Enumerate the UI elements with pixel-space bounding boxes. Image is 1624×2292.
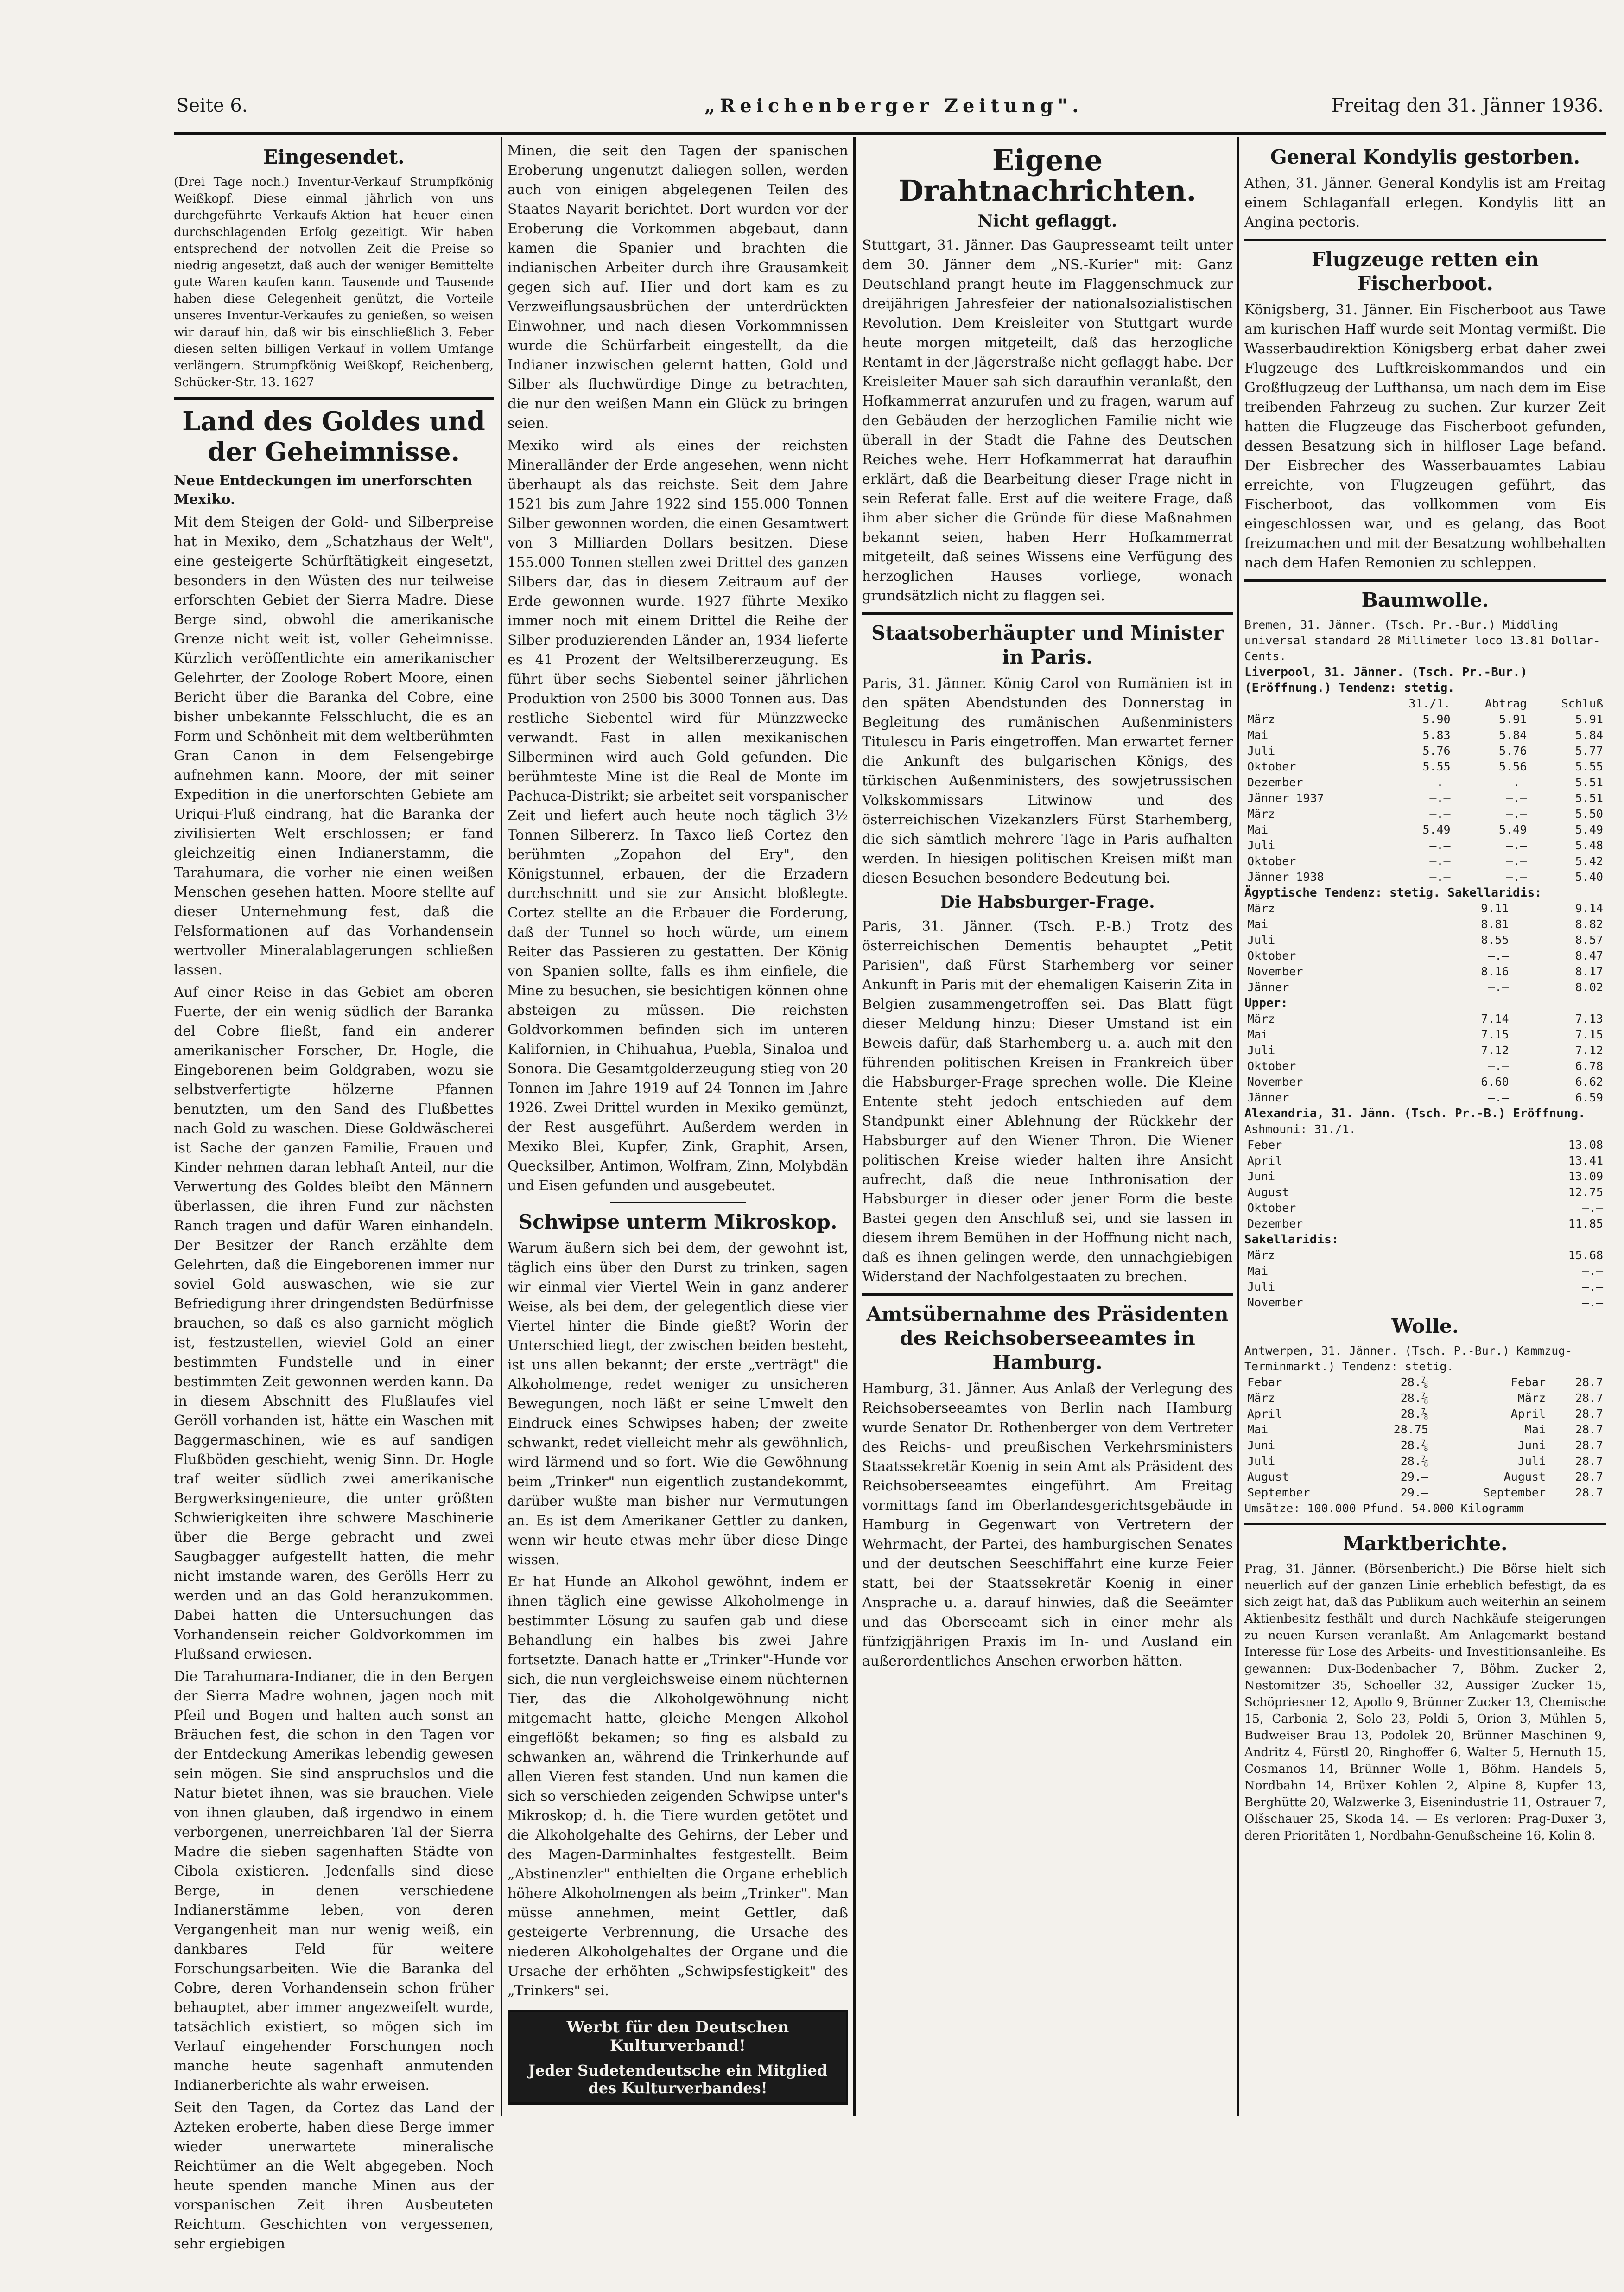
column-2 [508, 141, 848, 2116]
table-cell: 29.— [1400, 1486, 1428, 1499]
table-cell: —.— [1488, 980, 1509, 994]
section-rule [174, 397, 494, 400]
table-row [1244, 806, 1606, 822]
table-cell: 7.15 [1481, 1028, 1509, 1041]
table-cell: 5.91 [1499, 713, 1527, 726]
table-cell: November [1247, 1075, 1303, 1089]
table-cell: Mai [1247, 1028, 1269, 1041]
table-cell: Jänner 1937 [1247, 791, 1324, 805]
table-cell: Feber [1247, 1138, 1282, 1152]
table-cell: —.— [1506, 807, 1527, 821]
table-row [1244, 1438, 1606, 1453]
table-cell: Febar [1510, 1375, 1546, 1389]
kulturverband-banner [508, 2010, 848, 2105]
table-cell: 7.13 [1575, 1012, 1603, 1025]
table-row [1244, 1295, 1606, 1311]
table-row [1244, 1074, 1606, 1090]
table-row [1244, 1263, 1606, 1279]
table-cell: 5.42 [1575, 854, 1603, 868]
section-headline: Eigene Drahtnachrichten. [898, 143, 1197, 208]
table-cell: 5.83 [1422, 728, 1451, 742]
table-cell: 28.7 [1575, 1439, 1603, 1452]
banner-line: Jeder Sudetendeutsche ein Mitglied des Kulturverbandes! [528, 2062, 828, 2097]
table-cell: Oktober [1247, 949, 1296, 962]
table-cell: 5.49 [1575, 823, 1603, 836]
table-row [1244, 1153, 1606, 1169]
table-row [1244, 948, 1606, 964]
table-cell: 28.⅞ [1400, 1454, 1428, 1468]
table-cell: 28.7 [1575, 1454, 1603, 1468]
table-cell: 5.48 [1575, 839, 1603, 852]
table-cell: 6.60 [1481, 1075, 1509, 1089]
table-cell: Juli [1247, 1280, 1275, 1293]
article-paragraph: Auf einer Reise in das Gebiet am oberen Fuerte, der ein wenig südlich der Baranka del Cobre fließt, fand ein anderer amerikanischer Forscher, Dr. Hogle, die Eingeborenen beim Goldgraben, wozu sie selbstverfertigte hölzerne Pfannen benutzten, um den Sand des Flußbettes nach Gold zu waschen. Diese Goldwäscherei ist Sache der ganzen Familie, Frauen und Kinder nehmen daran lebhaft Anteil, nur die Verwertung des Goldes bleibt den Männern überlassen, die ihren Fund zur nächsten Ranch tragen und dafür Waren einhandeln. Der Besitzer der Ranch erzählte dem Gelehrten, daß die Eingeborenen immer nur soviel Gold auswaschen, wie sie zur Befriedigung ihrer dringendsten Bedürfnisse brauchen, so daß es also garnicht möglich ist, festzustellen, wieviel Gold an einer bestimmten Fundstelle und in einer bestimmten Zeit gewonnen werden kann. Da in diesem Abschnitt des Flußlaufes viel Geröll vorhanden ist, hätte ein Waschen mit Baggermaschinen, wie es auf sandigen Flußböden geschieht, wenig Sinn. Dr. Hogle traf weiter südlich zwei amerikanische Bergwerksingenieure, die unter größten Schwierigkeiten ihre schwere Maschinerie über die Berge gebracht und zwei Saugbagger aufgestellt hatten, die mehr nicht imstande waren, des Gerölls Herr zu werden und an das Gold heranzukommen. Dabei hatten die Untersuchungen das Vorhandensein reicher Goldvorkommen im Flußsand erwiesen. [174, 984, 494, 1662]
table-cell: Juni [1247, 1439, 1275, 1452]
table-cell: 8.81 [1481, 917, 1509, 931]
table-row [1244, 1169, 1606, 1184]
table-cell: Juli [1247, 1044, 1275, 1057]
table-cell: 5.51 [1575, 776, 1603, 789]
table-row [1244, 1279, 1606, 1295]
table-cell: 5.76 [1422, 744, 1451, 758]
table-cell: November [1247, 965, 1303, 978]
article-paragraph: Mexiko wird als eines der reichsten Mineralländer der Erde angesehen, wenn nicht überhaupt als das reichste. Seit dem Jahre 1521 bis zum Jahre 1922 sind 155.000 Tonnen Silber gewonnen worden, die einen Gesamtwert von 3 Milliarden Dollars besitzen. Diese 155.000 Tonnen stellen zwei Drittel des ganzen Silbers dar, das in diesem Zeitraum auf der Erde gewonnen wurde. 1927 führte Mexiko immer noch mit einem Drittel die Reihe der Silber produzierenden Länder an, 1934 lieferte es 41 Prozent der Weltsilbererzeugung. Es führt über sechs Siebentel seiner jährlichen Produktion von 2500 bis 3000 Tonnen aus. Das restliche Siebentel wird für Münzzwecke verwandt. Fast in allen mexikanischen Silberminen wird auch Gold gefunden. Die berühmteste Mine ist die Real de Monte im Pachuca-Distrikt; sie arbeitet seit vorspanischer Zeit und liefert auch heute noch täglich 3½ Tonnen Silbererz. In Taxco ließ Cortez den berühmten „Zopahon del Ery", den Königstunnel, erbauen, der die Erzadern durchschnitt und sie zur Ansicht bloßlegte. Cortez stellte an die Erbauer die Forderung, daß der Tunnel so hoch würde, um einem Reiter das Passieren zu gestatten. Der König von Spanien sollte, falls es ihm einfiele, die Mine zu besuchen, sie besichtigen können ohne absteigen zu müssen. Die reichsten Goldvorkommen befinden sich im unteren Kalifornien, in Chihuahua, Puebla, Sinaloa und Sonora. Die Gesamtgolderzeugung stieg von 20 Tonnen im Jahre 1919 auf 24 Tonnen im Jahre 1926. Zwei Drittel wurden in Mexiko gemünzt, der Rest ausgeführt. Außerdem werden in Mexiko Blei, Kupfer, Zink, Graphit, Arsen, Quecksilber, Antimon, Wolfram, Zinn, Molybdän und Eisen gefunden und ausgebeutet. [508, 438, 848, 1194]
table-row [1244, 1453, 1606, 1469]
table-cell: Oktober [1247, 1059, 1296, 1073]
table-row [1244, 853, 1606, 869]
table-cell: —.— [1506, 870, 1527, 884]
table-cell: Juli [1247, 744, 1275, 758]
table-cell: März [1247, 902, 1275, 915]
table-row [1244, 1200, 1606, 1216]
table-cell: August [1503, 1470, 1546, 1483]
alexandria-heading: Alexandria, 31. Jänn. (Tsch. Pr.-B.) Eröffnung. [1244, 1107, 1586, 1121]
table-row [1244, 917, 1606, 932]
turnover-note: Umsätze: 100.000 Pfund. 54.000 Kilogramm [1244, 1502, 1524, 1515]
alexandria-table [1244, 1137, 1606, 1232]
wool-market-headline: Wolle. [1391, 1315, 1459, 1337]
table-cell: —.— [1429, 776, 1451, 789]
bremen-report: Bremen, 31. Jänner. (Tsch. Pr.-Bur.) Middling universal standard 28 Millimeter loco 13.81 Dollar-Cents. [1244, 618, 1600, 663]
table-cell: 5.84 [1575, 728, 1603, 742]
antwerp-heading: Antwerpen, 31. Jänner. (Tsch. P.-Bur.) Kammzug-Terminmarkt.) Tendenz: stetig. [1244, 1344, 1573, 1373]
article-headline: Staatsoberhäupter und Minister in Paris. [871, 622, 1224, 668]
article-headline: General Kondylis gestorben. [1270, 146, 1580, 168]
table-cell: 5.76 [1499, 744, 1527, 758]
table-cell: 8.47 [1575, 949, 1603, 962]
table-cell: —.— [1488, 949, 1509, 962]
table-cell: 5.40 [1575, 870, 1603, 884]
table-row [1244, 964, 1606, 980]
article-headline: Nicht geflaggt. [977, 211, 1117, 231]
table-cell: 5.49 [1422, 823, 1451, 836]
table-cell: 11.85 [1568, 1217, 1603, 1230]
table-row [1244, 1027, 1606, 1043]
header-rule [174, 132, 1606, 135]
table-cell: —.— [1429, 854, 1451, 868]
table-row [1244, 901, 1606, 917]
table-cell: 5.91 [1575, 713, 1603, 726]
table-cell: 7.12 [1575, 1044, 1603, 1057]
table-row [1244, 759, 1606, 775]
article-headline: Flugzeuge retten ein Fischerboot. [1311, 248, 1539, 295]
table-cell: 28.⅞ [1400, 1375, 1428, 1389]
liverpool-table [1244, 696, 1606, 885]
table-cell: 28.7 [1575, 1423, 1603, 1436]
table-row [1244, 1011, 1606, 1027]
table-cell: 13.08 [1568, 1138, 1603, 1152]
table-cell: —.— [1488, 1091, 1509, 1104]
article-headline: Land des Goldes und der Geheimnisse. [182, 406, 485, 467]
table-cell: September [1483, 1486, 1546, 1499]
sakellaridis-heading: Sakellaridis: [1244, 1233, 1339, 1247]
table-cell: —.— [1506, 776, 1527, 789]
column-1 [174, 141, 494, 2252]
table-cell: 5.77 [1575, 744, 1603, 758]
table-row [1244, 1216, 1606, 1232]
table-cell: 8.55 [1481, 933, 1509, 947]
table-cell: Mai [1247, 823, 1269, 836]
article-paragraph: Athen, 31. Jänner. General Kondylis ist am Freitag einem Schlaganfall erlegen. Kondylis litt an Angina pectoris. [1244, 175, 1606, 230]
table-cell: 7.15 [1575, 1028, 1603, 1041]
article-paragraph: Minen, die seit den Tagen der spanischen Eroberung ungenutzt daliegen sollen, werden auch von einigen abgelegenen Teilen des Staates Nayarit berichtet. Dort wurden vor der Eroberung die Vorkommen abgebaut, dann kamen die Spanier und brachten die indianischen Arbeiter durch ihre Grausamkeit gegen sich auf. Hier und dort kam es zu Verzweiflungsausbrüchen der unterdrückten Einwohner, und nach diesen Vorkommnissen wurde die Schürfarbeit eingestellt, da die Indianer inzwischen gelernt hatten, Gold und Silber als fluchwürdige Dinge zu betrachten, die nur den weißen Mann ein Glück zu bringen seien. [508, 143, 848, 432]
column-header: Schluß [1561, 697, 1603, 710]
table-cell: 8.17 [1575, 965, 1603, 978]
table-cell: Juni [1247, 1170, 1275, 1183]
table-cell: Juli [1247, 839, 1275, 852]
table-cell: 8.02 [1575, 980, 1603, 994]
table-cell: 28.7 [1575, 1375, 1603, 1389]
wool-table [1244, 1375, 1606, 1501]
section-rule [862, 1293, 1233, 1296]
table-cell: April [1247, 1407, 1282, 1420]
table-cell: 6.59 [1575, 1091, 1603, 1104]
table-cell: Oktober [1247, 760, 1296, 773]
table-row [1244, 1469, 1606, 1485]
table-cell: August [1247, 1185, 1289, 1199]
table-cell: —.— [1506, 791, 1527, 805]
article-paragraph: Königsberg, 31. Jänner. Ein Fischerboot aus Tawe am kurischen Haff wurde seit Montag vermißt. Die Wasserbaudirektion Königsberg erbat daher zwei Flugzeuge des Luftkreiskommandos und ein Großflugzeug der Lufthansa, um nach dem im Eise treibenden Fahrzeug zu suchen. Zur kurzer Zeit hatten die Flugzeuge das Fischerboot gefunden, dessen Besatzung sich in hilfloser Lage befand. Der Eisbrecher des Wasserbauamtes Labiau erreichte, von Flugzeugen geführt, das Fischerboot, das vollkommen vom Eis eingeschlossen war, und es gelang, das Boot freizumachen und mit der Besatzung wohlbehalten nach dem Hafen Remonien zu schleppen. [1244, 302, 1606, 571]
table-cell: Dezember [1247, 776, 1303, 789]
table-cell: Juli [1247, 1454, 1275, 1468]
table-cell: 6.62 [1575, 1075, 1603, 1089]
liverpool-heading: Liverpool, 31. Jänner. (Tsch. Pr.-Bur.) (Eröffnung.) Tendenz: stetig. [1244, 665, 1528, 695]
table-cell: —.— [1429, 807, 1451, 821]
table-cell: Jänner [1247, 1091, 1289, 1104]
table-cell: 28.7 [1575, 1407, 1603, 1420]
table-cell: Mai [1247, 917, 1269, 931]
table-cell: März [1247, 1391, 1275, 1405]
column-divider [1237, 137, 1239, 2116]
table-cell: —.— [1429, 870, 1451, 884]
table-cell: 7.12 [1481, 1044, 1509, 1057]
table-row [1244, 1422, 1606, 1438]
table-cell: —.— [1506, 839, 1527, 852]
table-row [1244, 932, 1606, 948]
newspaper-name: „Reichenberger Zeitung". [704, 95, 1083, 117]
page-header [176, 95, 1604, 127]
table-row [1244, 1043, 1606, 1058]
egypt-heading: Ägyptische Tendenz: stetig. Sakellaridis: [1244, 886, 1542, 900]
table-cell: 12.75 [1568, 1185, 1603, 1199]
column-4 [1244, 141, 1606, 2116]
market-report-text: Prag, 31. Jänner. (Börsenbericht.) Die Börse hielt sich neuerlich auf der ganzen Linie erheblich befestigt, da es sich zeigt hat, daß das Publikum auch weiterhin an seinem Aktienbesitz festhält und durch Nachkäufe steigerungen zu neuen Kursen veranlaßt. Am Anlagemarkt bestand Interesse für Lose des Arbeits- und Investitionsanleihe. Es gewannen: Dux-Bodenbacher 7, Böhm. Zucker 2, Nestomitzer 35, Schoeller 32, Aussiger Zucker 15, Schöpriesner 12, Apollo 9, Brünner Zucker 13, Chemische 15, Carbonia 2, Solo 23, Poldi 5, Orion 3, Mühlen 5, Budweiser Brau 13, Podolek 20, Brünner Maschinen 9, Andritz 4, Fürstl 20, Ringhoffer 6, Walter 5, Hernuth 15, Cosmanos 14, Brünner Wolle 1, Böhm. Handels 5, Nordbahn 14, Brüxer Kohlen 2, Alpine 8, Kupfer 13, Berghütte 20, Walzwerke 3, Eisenindustrie 11, Ostrauer 7, Olšschauer 25, Skoda 14. — Es verloren: Prag-Duxer 3, deren Prioritäten 1, Nordbahn-Genußscheine 16, Kolin 8. [1244, 1562, 1606, 1843]
article-subheadline: Neue Entdeckungen im unerforschten Mexiko. [174, 473, 472, 508]
table-cell: 5.55 [1422, 760, 1451, 773]
table-cell: —.— [1582, 1201, 1603, 1215]
table-row [1244, 1137, 1606, 1153]
table-row [1244, 869, 1606, 885]
table-cell: Mai [1247, 728, 1269, 742]
table-cell: 5.84 [1499, 728, 1527, 742]
sakellaridis-table [1244, 1248, 1606, 1311]
table-cell: 8.57 [1575, 933, 1603, 947]
table-cell: 28.7 [1575, 1470, 1603, 1483]
table-cell: 28.⅞ [1400, 1439, 1428, 1452]
table-cell: 13.41 [1568, 1154, 1603, 1167]
table-cell: 8.16 [1481, 965, 1509, 978]
section-rule [610, 1202, 746, 1203]
table-cell: 5.51 [1575, 791, 1603, 805]
ashmouni-heading: Ashmouni: 31./1. [1244, 1122, 1356, 1136]
section-rule [1244, 1523, 1606, 1525]
table-row [1244, 1375, 1606, 1390]
table-cell: 28.⅞ [1400, 1391, 1428, 1405]
table-cell: September [1247, 1486, 1310, 1499]
table-cell: 5.50 [1575, 807, 1603, 821]
column-header: Abtrag [1484, 697, 1527, 710]
section-rule [1244, 579, 1606, 582]
table-cell: Juli [1247, 933, 1275, 947]
table-cell: Oktober [1247, 1201, 1296, 1215]
table-cell: März [1517, 1391, 1546, 1405]
table-cell: —.— [1506, 854, 1527, 868]
table-cell: 5.90 [1422, 713, 1451, 726]
table-cell: 28.7 [1575, 1391, 1603, 1405]
table-row [1244, 1184, 1606, 1200]
table-cell: Jänner 1938 [1247, 870, 1324, 884]
table-row [1244, 980, 1606, 995]
column-header: 31./1. [1408, 697, 1451, 710]
table-row [1244, 1406, 1606, 1422]
table-cell: 9.11 [1481, 902, 1509, 915]
ad-headline: Eingesendet. [263, 146, 405, 168]
upper-heading: Upper: [1244, 996, 1288, 1010]
table-header-row [1244, 696, 1606, 712]
table-cell: —.— [1429, 839, 1451, 852]
article-paragraph: Er hat Hunde an Alkohol gewöhnt, indem er ihnen täglich eine gewisse Alkoholmenge in bestimmter Lösung zu saufen gab und diese Behandlung ein halbes bis zwei Jahre fortsetzte. Danach hatte er „Trinker"-Hunde vor sich, die nun vergleichsweise einem nüchternen Tier, das die Alkoholgewöhnung nicht mitgemacht hatte, gleiche Mengen Alkohol eingeflößt bekamen; so fing es alsbald zu schwanken an, während die Trinkerhunde auf allen Vieren fest standen. Und nun kamen die sich so verschieden zeigenden Schwipse unter's Mikroskop; d. h. die Tiere wurden getötet und die Alkoholgehalte des Gehirns, der Leber und des Magen-Darminhaltes festgestellt. Beim „Abstinenzler" enthielten die Organe erheblich höhere Alkoholmengen als beim „Trinker". Man müsse annehmen, meint Gettler, daß gesteigerte Verbrennung, die Ursache des niederen Alkoholgehaltes der Organe und die Ursache der erhöhten „Schwipsfestigkeit" des „Trinkers" sei. [508, 1574, 848, 1999]
table-cell: —.— [1488, 1059, 1509, 1073]
table-row [1244, 775, 1606, 790]
table-cell: Febar [1247, 1375, 1282, 1389]
table-cell: November [1247, 1296, 1303, 1309]
page-number: Seite 6. [176, 95, 248, 116]
table-cell: 5.49 [1499, 823, 1527, 836]
table-cell: April [1247, 1154, 1282, 1167]
column-3 [862, 141, 1233, 2116]
table-row [1244, 743, 1606, 759]
table-cell: 9.14 [1575, 902, 1603, 915]
article-paragraph: Warum äußern sich bei dem, der gewohnt ist, täglich eins über den Durst zu trinken, sagen wir einmal vier Viertel Wein in ganz anderer Weise, als bei dem, der gelegentlich diese vier Viertel hinter die Binde gießt? Worin der Unterschied liegt, der zwischen beiden besteht, ist uns allen bekannt; der erste „verträgt" die Alkoholmenge, redet weniger zu unsicheren Bewegungen, noch läßt er seine Umwelt den Eindruck eines Schwipses haben; der zweite schwankt, redet vielleicht mehr als gewöhnlich, wird lärmend und so fort. Wie die Gewöhnung beim „Trinker" nun eigentlich zustandekommt, darüber wußte man bisher nur Vermutungen an. Es ist dem Amerikaner Gettler zu danken, wenn wir heute etwas mehr über diese Dinge wissen. [508, 1240, 848, 1568]
table-cell: 28.7 [1575, 1486, 1603, 1499]
column-divider [853, 137, 856, 2116]
table-row [1244, 1090, 1606, 1106]
table-cell: 5.56 [1499, 760, 1527, 773]
banner-line: Werbt für den Deutschen Kulturverband! [566, 2018, 789, 2055]
table-cell: Juli [1517, 1454, 1546, 1468]
article-paragraph: Stuttgart, 31. Jänner. Das Gaupresseamt teilt unter dem 30. Jänner dem „NS.-Kurier" mit: Ganz Deutschland prangt heute im Flaggenschmuck zur dreijährigen Jahresfeier der nationalsozialistischen Revolution. Dem Kreisleiter von Stuttgart wurde heute morgen mitgeteilt, daß das herzogliche Rentamt in der Jägerstraße nicht geflaggt habe. Der Kreisleiter Mauer sah sich daraufhin veranlaßt, den Hofkammerrat anzurufen und zu fragen, warum auf den Gebäuden der herzoglichen Familie nicht wie überall in der Stadt die Fahne des Deutschen Reiches wehe. Herr Hofkammerrat hat daraufhin erklärt, daß die Bearbeitung dieser Frage nicht in sein Referat falle. Erst auf die weitere Frage, daß ihm aber sicher die Gründe für diese Maßnahmen bekannt seien, haben Herr Hofkammerrat mitgeteilt, daß seines Wissens eine Verfügung des herzoglichen Hauses vorliege, wonach grundsätzlich nicht zu flaggen sei. [862, 237, 1233, 604]
table-cell: April [1510, 1407, 1546, 1420]
article-paragraph: Die Tarahumara-Indianer, die in den Bergen der Sierra Madre wohnen, jagen noch mit Pfeil und Bogen und halten auch sonst an Bräuchen fest, die schon in den Tagen vor der Entdeckung Amerikas lebendig gewesen sein mögen. Sie sind anspruchslos und die Natur bietet ihnen, was sie brauchen. Viele von ihnen glauben, daß irgendwo in einem verborgenen, unerreichbaren Tal der Sierra Madre die sieben sagenhaften Städte von Cibola existieren. Jedenfalls sind diese Berge, in denen verschiedene Indianerstämme leben, von deren Vergangenheit man nur wenig weiß, ein dankbares Feld für weitere Forschungsarbeiten. Wie die Baranka del Cobre, deren Vorhandensein schon früher behauptet, aber immer angezweifelt wurde, tatsächlich existiert, so mögen sich im Verlauf eingehender Forschungen noch manche heute sagenhaft anmutenden Indianerberichte als wahr erweisen. [174, 1668, 494, 2094]
article-paragraph: Paris, 31. Jänner. (Tsch. P.-B.) Trotz des österreichischen Dementis behauptet „Petit Parisien", daß Fürst Starhemberg vor seiner Ankunft in Paris mit der ehemaligen Kaiserin Zita in Belgien zusammengetroffen sei. Das Blatt fügt dieser Meldung hinzu: Dieser Umstand ist ein Beweis dafür, daß Starhemberg u. a. auch mit den führenden politischen Kreisen in Frankreich über die Habsburger-Frage sprechen wolle. Die Kleine Entente steht jedoch entschieden auf dem Standpunkt einer Ablehnung der Rückkehr der Habsburger auf den Wiener Thron. Die Wiener politischen Kreise wieder halten ihre Ansicht aufrecht, daß die neue Inthronisation der Habsburger in dieser oder jener Form die beste Bastei gegen den Anschluß sei, und sie lassen in diesem ihrem Bemühen in der Hoffnung nicht nach, daß es ihnen gelingen werde, den unnachgiebigen Widerstand der Nachfolgestaaten zu brechen. [862, 918, 1233, 1285]
table-cell: 28.75 [1393, 1423, 1428, 1436]
table-cell: 13.09 [1568, 1170, 1603, 1183]
table-cell: —.— [1582, 1280, 1603, 1293]
table-cell: 29.— [1400, 1470, 1428, 1483]
egypt-table [1244, 901, 1606, 995]
table-cell: 8.82 [1575, 917, 1603, 931]
section-rule [1244, 239, 1606, 241]
section-rule [862, 612, 1233, 615]
table-cell: März [1247, 1012, 1275, 1025]
table-cell: Juni [1517, 1439, 1546, 1452]
table-cell: 5.55 [1575, 760, 1603, 773]
table-row [1244, 727, 1606, 743]
table-row [1244, 790, 1606, 806]
table-row [1244, 838, 1606, 853]
table-cell: März [1247, 807, 1275, 821]
article-paragraph: Paris, 31. Jänner. König Carol von Rumänien ist in den späten Abendstunden des Donnerstag in Begleitung des rumänischen Außenministers Titulescu in Paris eingetroffen. Man erwartet ferner die Ankunft des bulgarischen Königs, des türkischen Außenministers, des sowjetrussischen Volkskommissars Litwinow und des österreichischen Vizekanzlers Fürst Starhemberg, die sich sämtlich mehrere Tage in Paris aufhalten werden. In hiesigen politischen Kreisen mißt man diesen Besuchen besondere Bedeutung bei. [862, 675, 1233, 886]
article-paragraph: Seit den Tagen, da Cortez das Land der Azteken eroberte, haben diese Berge immer wieder unerwartete mineralische Reichtümer an die Welt abgegeben. Noch heute spenden manche Minen aus der vorspanischen Zeit ihren Ausbeuteten Reichtum. Geschichten von vergessenen, sehr ergiebigen [174, 2100, 494, 2252]
table-cell: 15.68 [1568, 1248, 1603, 1262]
article-headline: Schwipse unterm Mikroskop. [518, 1210, 837, 1233]
table-cell: März [1247, 1248, 1275, 1262]
table-cell: Jänner [1247, 980, 1289, 994]
column-divider [501, 137, 502, 2116]
table-row [1244, 1248, 1606, 1263]
table-row [1244, 1058, 1606, 1074]
table-row [1244, 712, 1606, 727]
table-cell: —.— [1429, 791, 1451, 805]
table-cell: Oktober [1247, 854, 1296, 868]
upper-table [1244, 1011, 1606, 1106]
table-cell: Mai [1247, 1423, 1269, 1436]
table-cell: März [1247, 713, 1275, 726]
article-headline: Die Habsburger-Frage. [940, 892, 1155, 912]
table-row [1244, 1390, 1606, 1406]
article-paragraph: Mit dem Steigen der Gold- und Silberpreise hat in Mexiko, dem „Schatzhaus der Welt", eine gesteigerte Schürftätigkeit eingesetzt, besonders in den Wüsten des nur teilweise erforschten Gebiet der Sierra Madre. Diese Berge sind, obwohl die amerikanische Grenze nicht weit ist, voller Geheimnisse. Kürzlich veröffentlichte ein amerikanischer Gelehrter, der Zoologe Robert Moore, einen Bericht über die Baranka del Cobre, eine bisher unbekannte Felsschlucht, die es an Form und Schönheit mit dem weltberühmten Gran Canon in dem Felsengebirge aufnehmen kann. Moore, der mit seiner Expedition in die unerforschten Gebiete am Uriqui-Fluß eindrang, hat die Baranka der zivilisierten Welt erschlossen; er fand gleichzeitig einen Indianerstamm, die Tarahumara, die vorher nie einen weißen Menschen gesehen hatten. Moore stellte auf dieser Unternehmung fest, daß die Felsformationen auf das Vorhandensein wertvoller Mineralablagerungen schließen lassen. [174, 514, 494, 978]
table-row [1244, 822, 1606, 838]
table-cell: 6.78 [1575, 1059, 1603, 1073]
table-cell: Dezember [1247, 1217, 1303, 1230]
table-cell: —.— [1582, 1296, 1603, 1309]
market-reports-headline: Marktberichte. [1343, 1532, 1508, 1555]
table-cell: —.— [1582, 1264, 1603, 1278]
cotton-market-headline: Baumwolle. [1361, 589, 1489, 611]
table-cell: August [1247, 1470, 1289, 1483]
article-headline: Amtsübernahme des Präsidenten des Reichsoberseeamtes in Hamburg. [866, 1303, 1229, 1374]
issue-date: Freitag den 31. Jänner 1936. [1331, 95, 1604, 116]
table-cell: 28.⅞ [1400, 1407, 1428, 1420]
table-cell: Mai [1524, 1423, 1546, 1436]
article-paragraph: Hamburg, 31. Jänner. Aus Anlaß der Verlegung des Reichsoberseeamtes von Berlin nach Hamburg wurde Senator Dr. Rothenberger von dem Vertreter des Reichs- und preußischen Verkehrsministers Staatssekretär Koenig in sein Amt als Präsident des Reichsoberseeamtes eingeführt. Am Freitag vormittags fand im Oberlandesgerichtsgebäude in Hamburg in Gegenwart von Vertretern der Wehrmacht, der Partei, des hamburgischen Senates und der deutschen Seeschiffahrt eine kurze Feier statt, bei der Staatssekretär Koenig in einer Ansprache u. a. darauf hinwies, daß die Seeämter und das Oberseeamt sich in einer mehr als fünfzigjährigen Praxis im In- und Ausland ein außerordentliches Ansehen erworben hätten. [862, 1381, 1233, 1669]
table-row [1244, 1485, 1606, 1501]
table-cell: Mai [1247, 1264, 1269, 1278]
ad-text: (Drei Tage noch.) Inventur-Verkauf Strumpfkönig Weißkopf. Diese einmal jährlich von uns durchgeführte Verkaufs-Aktion hat heuer einen durchschlagenden Erfolg gezeitigt. Wir haben entsprechend der notvollen Zeit die Preise so niedrig angesetzt, daß auch der weniger Bemittelte gute Waren kaufen kann. Tausende und Tausende haben diese Gelegenheit genützt, die Vorteile unseres Inventur-Verkaufes zu genießen, so weisen wir darauf hin, daß wir bis einschließlich 3. Feber diesen selten billigen Verkauf in vollem Umfange verlängern. Strumpfkönig Weißkopf, Reichenberg, Schücker-Str. 13. 1627 [174, 175, 494, 389]
table-cell: 7.14 [1481, 1012, 1509, 1025]
